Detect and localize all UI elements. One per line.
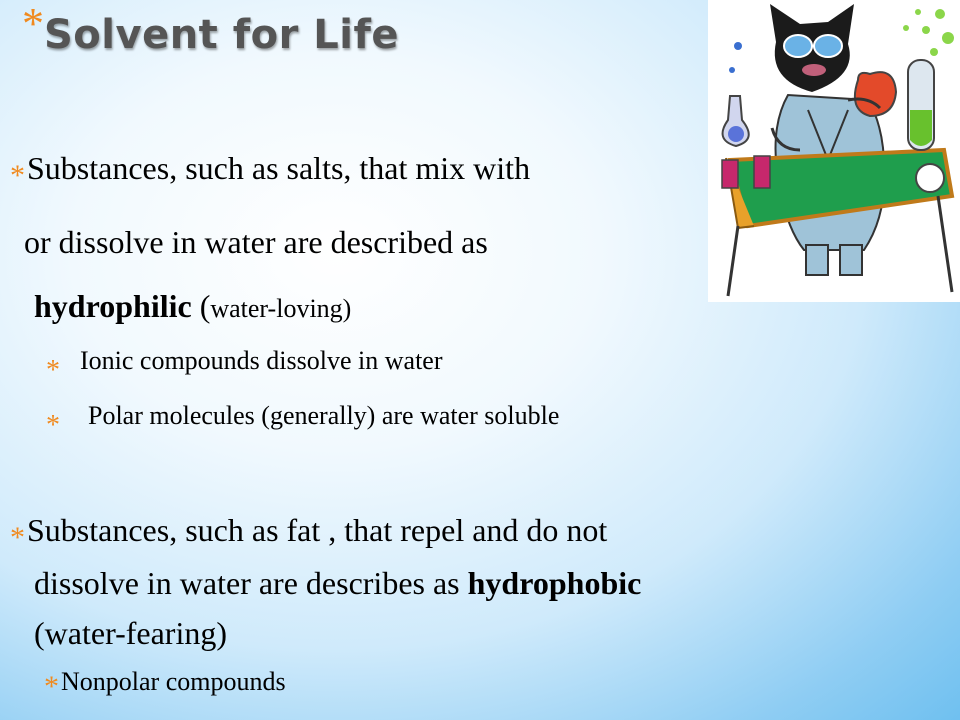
sub-bullet-text: Polar molecules (generally) are water soluble — [88, 401, 560, 430]
bubbles-icon — [903, 9, 954, 56]
sub-bullet-2 — [46, 401, 560, 441]
paragraph-2-line-1 — [10, 512, 608, 554]
cat-scientist-lab-icon — [708, 0, 960, 302]
bullet-icon: * — [10, 159, 25, 192]
paragraph-2-text: Substances, such as fat , that repel and do not — [27, 512, 608, 548]
sub-bullet-1 — [46, 346, 443, 386]
sub-bullet-3 — [44, 666, 286, 703]
paragraph-2-line-3: (water-fearing) — [34, 615, 227, 651]
gloss-water-loving: water-loving) — [210, 294, 352, 323]
paragraph-2-line-2 — [34, 567, 641, 599]
sub-bullet-text: Nonpolar compounds — [61, 667, 286, 696]
sub-bullet-icon: * — [46, 355, 60, 386]
paragraph-1-line-3 — [34, 290, 351, 322]
paren-open: ( — [191, 288, 211, 324]
bullet-icon: * — [10, 521, 25, 554]
term-hydrophobic: hydrophobic — [467, 565, 642, 601]
sub-bullet-text: Ionic compounds dissolve in water — [80, 346, 443, 375]
sub-bullet-icon: * — [44, 670, 59, 703]
term-hydrophilic: hydrophilic — [34, 288, 192, 324]
paragraph-1-line-1 — [10, 150, 531, 192]
sub-bullet-icon: * — [46, 410, 60, 441]
paragraph-1-text: Substances, such as salts, that mix with — [27, 150, 531, 186]
paragraph-1-line-2: or dissolve in water are described as — [24, 224, 488, 260]
title-bullet-icon: * — [22, 0, 44, 48]
clipart-drawing — [708, 0, 960, 302]
slide-title: Solvent for Life — [44, 12, 399, 58]
paragraph-2-text: dissolve in water are describes as — [34, 565, 468, 601]
